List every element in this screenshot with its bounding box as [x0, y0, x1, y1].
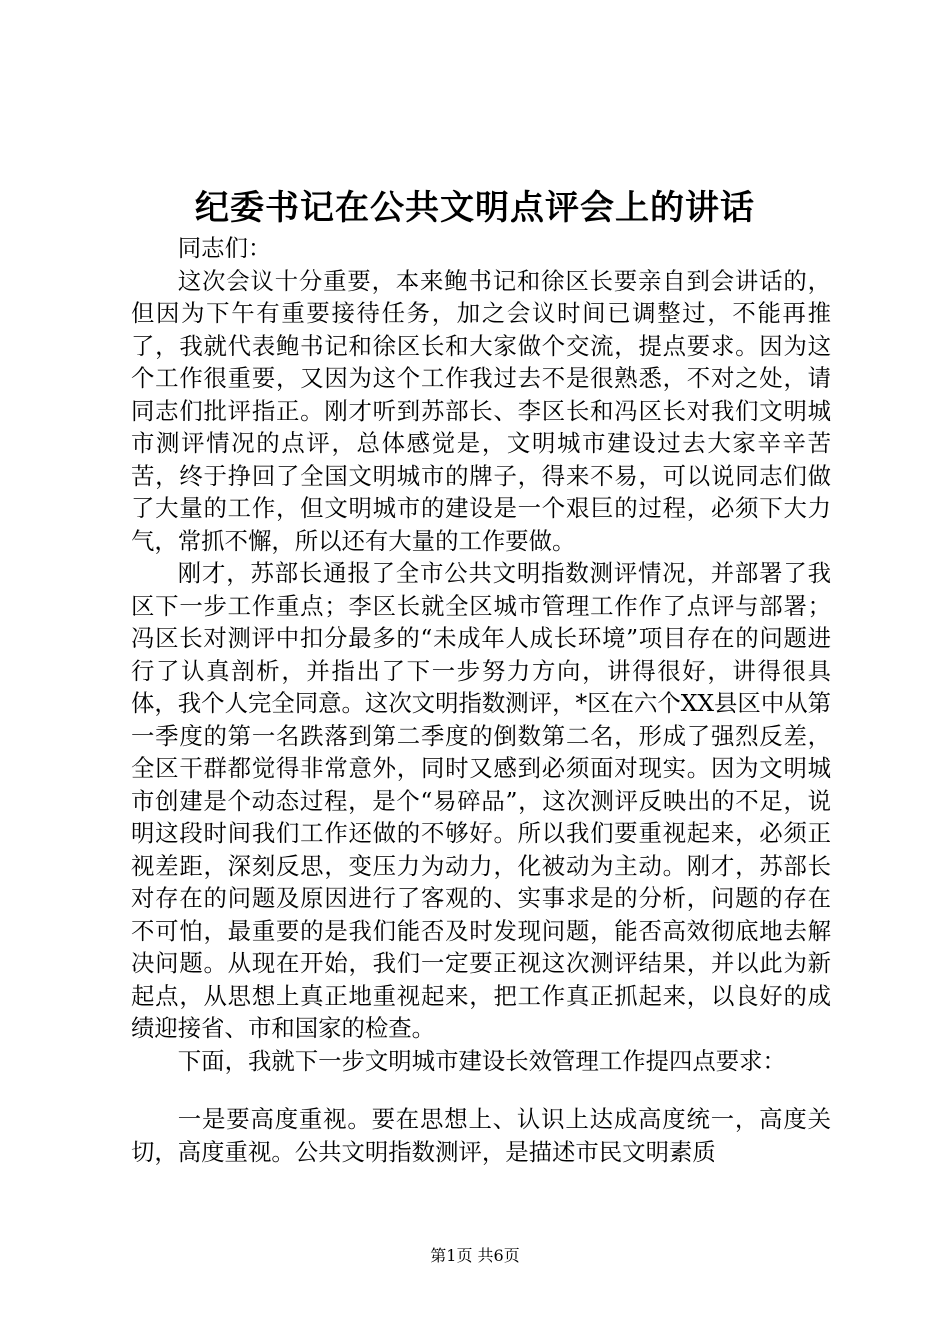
document-body: [131, 232, 831, 1168]
page-footer: 第1页 共6页: [430, 1246, 520, 1265]
paragraph-2: 刚才，苏部长通报了全市公共文明指数测评情况，并部署了我区下一步工作重点；李区长就全区城市管理工作作了点评与部署；冯区长对测评中扣分最多的“未成年人成长环境”项目存在的问题进行了认真剖析，并指出了下一步努力方向，讲得很好，讲得很具体，我个人完全同意。这次文明指数测评，*区在六个XX县区中从第一季度的第一名跌落到第二季度的倒数第二名，形成了强烈反差，全区干群都觉得非常意外，同时又感到必须面对现实。因为文明城市创建是个动态过程，是个“易碎品”，这次测评反映出的不足，说明这段时间我们工作还做的不够好。所以我们要重视起来，必须正视差距，深刻反思，变压力为动力，化被动为主动。刚才，苏部长对存在的问题及原因进行了客观的、实事求是的分析，问题的存在不可怕，最重要的是我们能否及时发现问题，能否高效彻底地去解决问题。从现在开始，我们一定要正视这次测评结果，并以此为新起点，从思想上真正地重视起来，把工作真正抓起来，以良好的成绩迎接省、市和国家的检查。: [131, 559, 831, 1042]
document-title: 纪委书记在公共文明点评会上的讲话: [195, 188, 755, 228]
paragraph-3: 下面，我就下一步文明城市建设长效管理工作提四点要求：: [177, 1046, 786, 1075]
salutation: 同志们：: [177, 234, 272, 262]
paragraph-1: 这次会议十分重要，本来鲍书记和徐区长要亲自到会讲话的，但因为下午有重要接待任务，加之会议时间已调整过，不能再推了，我就代表鲍书记和徐区长和大家做个交流，提点要求。因为这个工作很重要，又因为这个工作我过去不是很熟悉，不对之处，请同志们批评指正。刚才听到苏部长、李区长和冯区长对我们文明城市测评情况的点评，总体感觉是，文明城市建设过去大家辛辛苦苦，终于挣回了全国文明城市的牌子，得来不易，可以说同志们做了大量的工作，但文明城市的建设是一个艰巨的过程，必须下大力气，常抓不懈，所以还有大量的工作要做。: [131, 266, 831, 555]
paragraph-4: 一是要高度重视。要在思想上、认识上达成高度统一，高度关切，高度重视。公共文明指数测评，是描述市民文明素质: [131, 1105, 831, 1166]
